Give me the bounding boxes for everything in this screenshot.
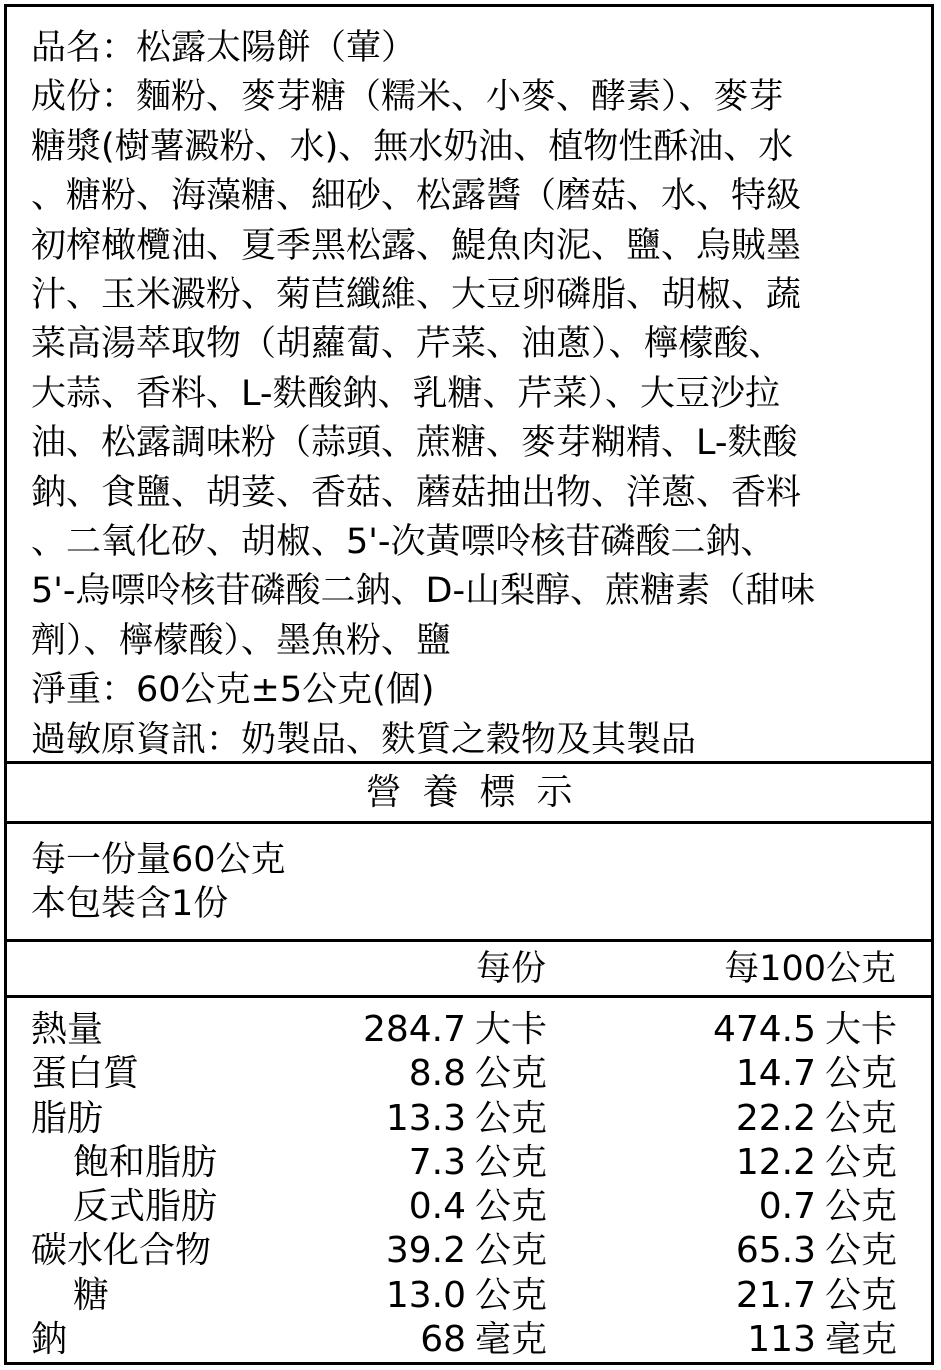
per-serving-value: 68	[420, 1319, 466, 1361]
per-100g-value: 65.3	[735, 1230, 816, 1272]
per-100g-unit: 公克	[825, 1230, 898, 1272]
per-100g-unit: 公克	[825, 1141, 898, 1183]
per-serving-unit: 公克	[475, 1097, 548, 1139]
per-100g-value: 21.7	[735, 1274, 816, 1316]
per-100g-unit: 毫克	[825, 1319, 898, 1361]
ingredients-line: 糖漿(樹薯澱粉、水)、無水奶油、植物性酥油、水	[31, 126, 794, 167]
per-100g-unit: 大卡	[825, 1009, 898, 1050]
per-serving-unit: 公克	[475, 1230, 548, 1272]
ingredients-line: 、二氧化矽、胡椒、5'-次黃嘌呤核苷磷酸二鈉、	[31, 522, 776, 563]
ingredients-line: 鈉、食鹽、胡荽、香菇、蘑菇抽出物、洋蔥、香料	[31, 472, 802, 513]
per-serving-unit: 毫克	[475, 1319, 548, 1361]
column-header-row	[7, 942, 931, 998]
per-serving-unit: 大卡	[475, 1009, 548, 1050]
nutrient-row-carbohydrate	[7, 1229, 931, 1273]
per-serving-value: 284.7	[362, 1009, 466, 1050]
per-serving-value: 13.0	[385, 1274, 466, 1316]
servings-per-package: 本包裝含1份	[31, 884, 229, 924]
nutrient-name: 碳水化合物	[31, 1230, 212, 1272]
serving-size: 每一份量60公克	[31, 840, 286, 880]
per-100g-value: 14.7	[735, 1053, 816, 1095]
nutrient-name: 鈉	[31, 1319, 68, 1361]
nutrition-label	[4, 4, 934, 1365]
per-serving-unit: 公克	[475, 1274, 548, 1316]
nutrient-row-fat	[7, 1097, 931, 1141]
nutrient-name: 蛋白質	[31, 1053, 140, 1095]
per-100g-unit: 公克	[825, 1097, 898, 1139]
nutrient-name: 熱量	[31, 1009, 104, 1050]
product-name-line: 品名：松露太陽餅（葷）	[31, 28, 417, 68]
per-100g-header: 每100公克	[724, 949, 896, 989]
nutrient-row-saturated-fat	[7, 1141, 931, 1185]
ingredients-line: 汁、玉米澱粉、菊苣纖維、大豆卵磷脂、胡椒、蔬	[31, 275, 802, 316]
serving-info	[7, 824, 931, 942]
per-100g-value: 474.5	[712, 1009, 816, 1050]
per-serving-unit: 公克	[475, 1053, 548, 1095]
per-serving-unit: 公克	[475, 1141, 548, 1183]
per-serving-value: 13.3	[385, 1097, 466, 1139]
per-100g-value: 22.2	[735, 1097, 816, 1139]
nutrient-table	[7, 1008, 931, 1362]
ingredients-line: 大蒜、香料、L-麩酸鈉、乳糖、芹菜）、大豆沙拉	[31, 373, 781, 414]
per-100g-unit: 公克	[825, 1186, 898, 1228]
ingredients-line: 油、松露調味粉（蒜頭、蔗糖、麥芽糊精、L-麩酸	[31, 423, 798, 464]
ingredients-line: 初榨橄欖油、夏季黑松露、鯷魚肉泥、鹽、烏賊墨	[31, 225, 802, 266]
product-info-section	[7, 7, 931, 764]
nutrition-facts-title: 營養標示	[7, 764, 931, 824]
nutrient-row-sodium	[7, 1318, 931, 1362]
per-serving-value: 0.4	[408, 1186, 466, 1228]
per-100g-value: 0.7	[758, 1186, 816, 1228]
per-serving-header: 每份	[475, 949, 546, 989]
ingredients-line: 5'-烏嘌呤核苷磷酸二鈉、D-山梨醇、蔗糖素（甜味	[31, 571, 816, 612]
ingredients-line: 菜高湯萃取物（胡蘿蔔、芹菜、油蔥）、檸檬酸、	[31, 324, 784, 365]
net-weight-line: 淨重：60公克±5公克(個)	[31, 670, 435, 711]
ingredients-line: 劑）、檸檬酸）、墨魚粉、鹽	[31, 620, 452, 661]
per-serving-value: 8.8	[408, 1053, 466, 1095]
nutrient-row-protein	[7, 1052, 931, 1096]
nutrient-name: 糖	[73, 1274, 110, 1316]
nutrient-name: 脂肪	[31, 1097, 104, 1139]
per-serving-unit: 公克	[475, 1186, 548, 1228]
allergen-line: 過敏原資訊：奶製品、麩質之穀物及其製品	[31, 719, 697, 760]
ingredients-line: 成份：麵粉、麥芽糖（糯米、小麥、酵素）、麥芽	[31, 77, 784, 118]
per-100g-value: 113	[747, 1319, 816, 1361]
nutrient-row-trans-fat	[7, 1185, 931, 1229]
per-100g-unit: 公克	[825, 1053, 898, 1095]
per-serving-value: 7.3	[408, 1141, 466, 1183]
ingredients-line: 、糖粉、海藻糖、細砂、松露醬（磨菇、水、特級	[31, 176, 802, 217]
per-serving-value: 39.2	[385, 1230, 466, 1272]
nutrient-row-sugar	[7, 1274, 931, 1318]
nutrient-row-calories	[7, 1008, 931, 1052]
per-100g-value: 12.2	[735, 1141, 816, 1183]
nutrient-name: 飽和脂肪	[73, 1141, 218, 1183]
per-100g-unit: 公克	[825, 1274, 898, 1316]
nutrient-name: 反式脂肪	[73, 1186, 218, 1228]
